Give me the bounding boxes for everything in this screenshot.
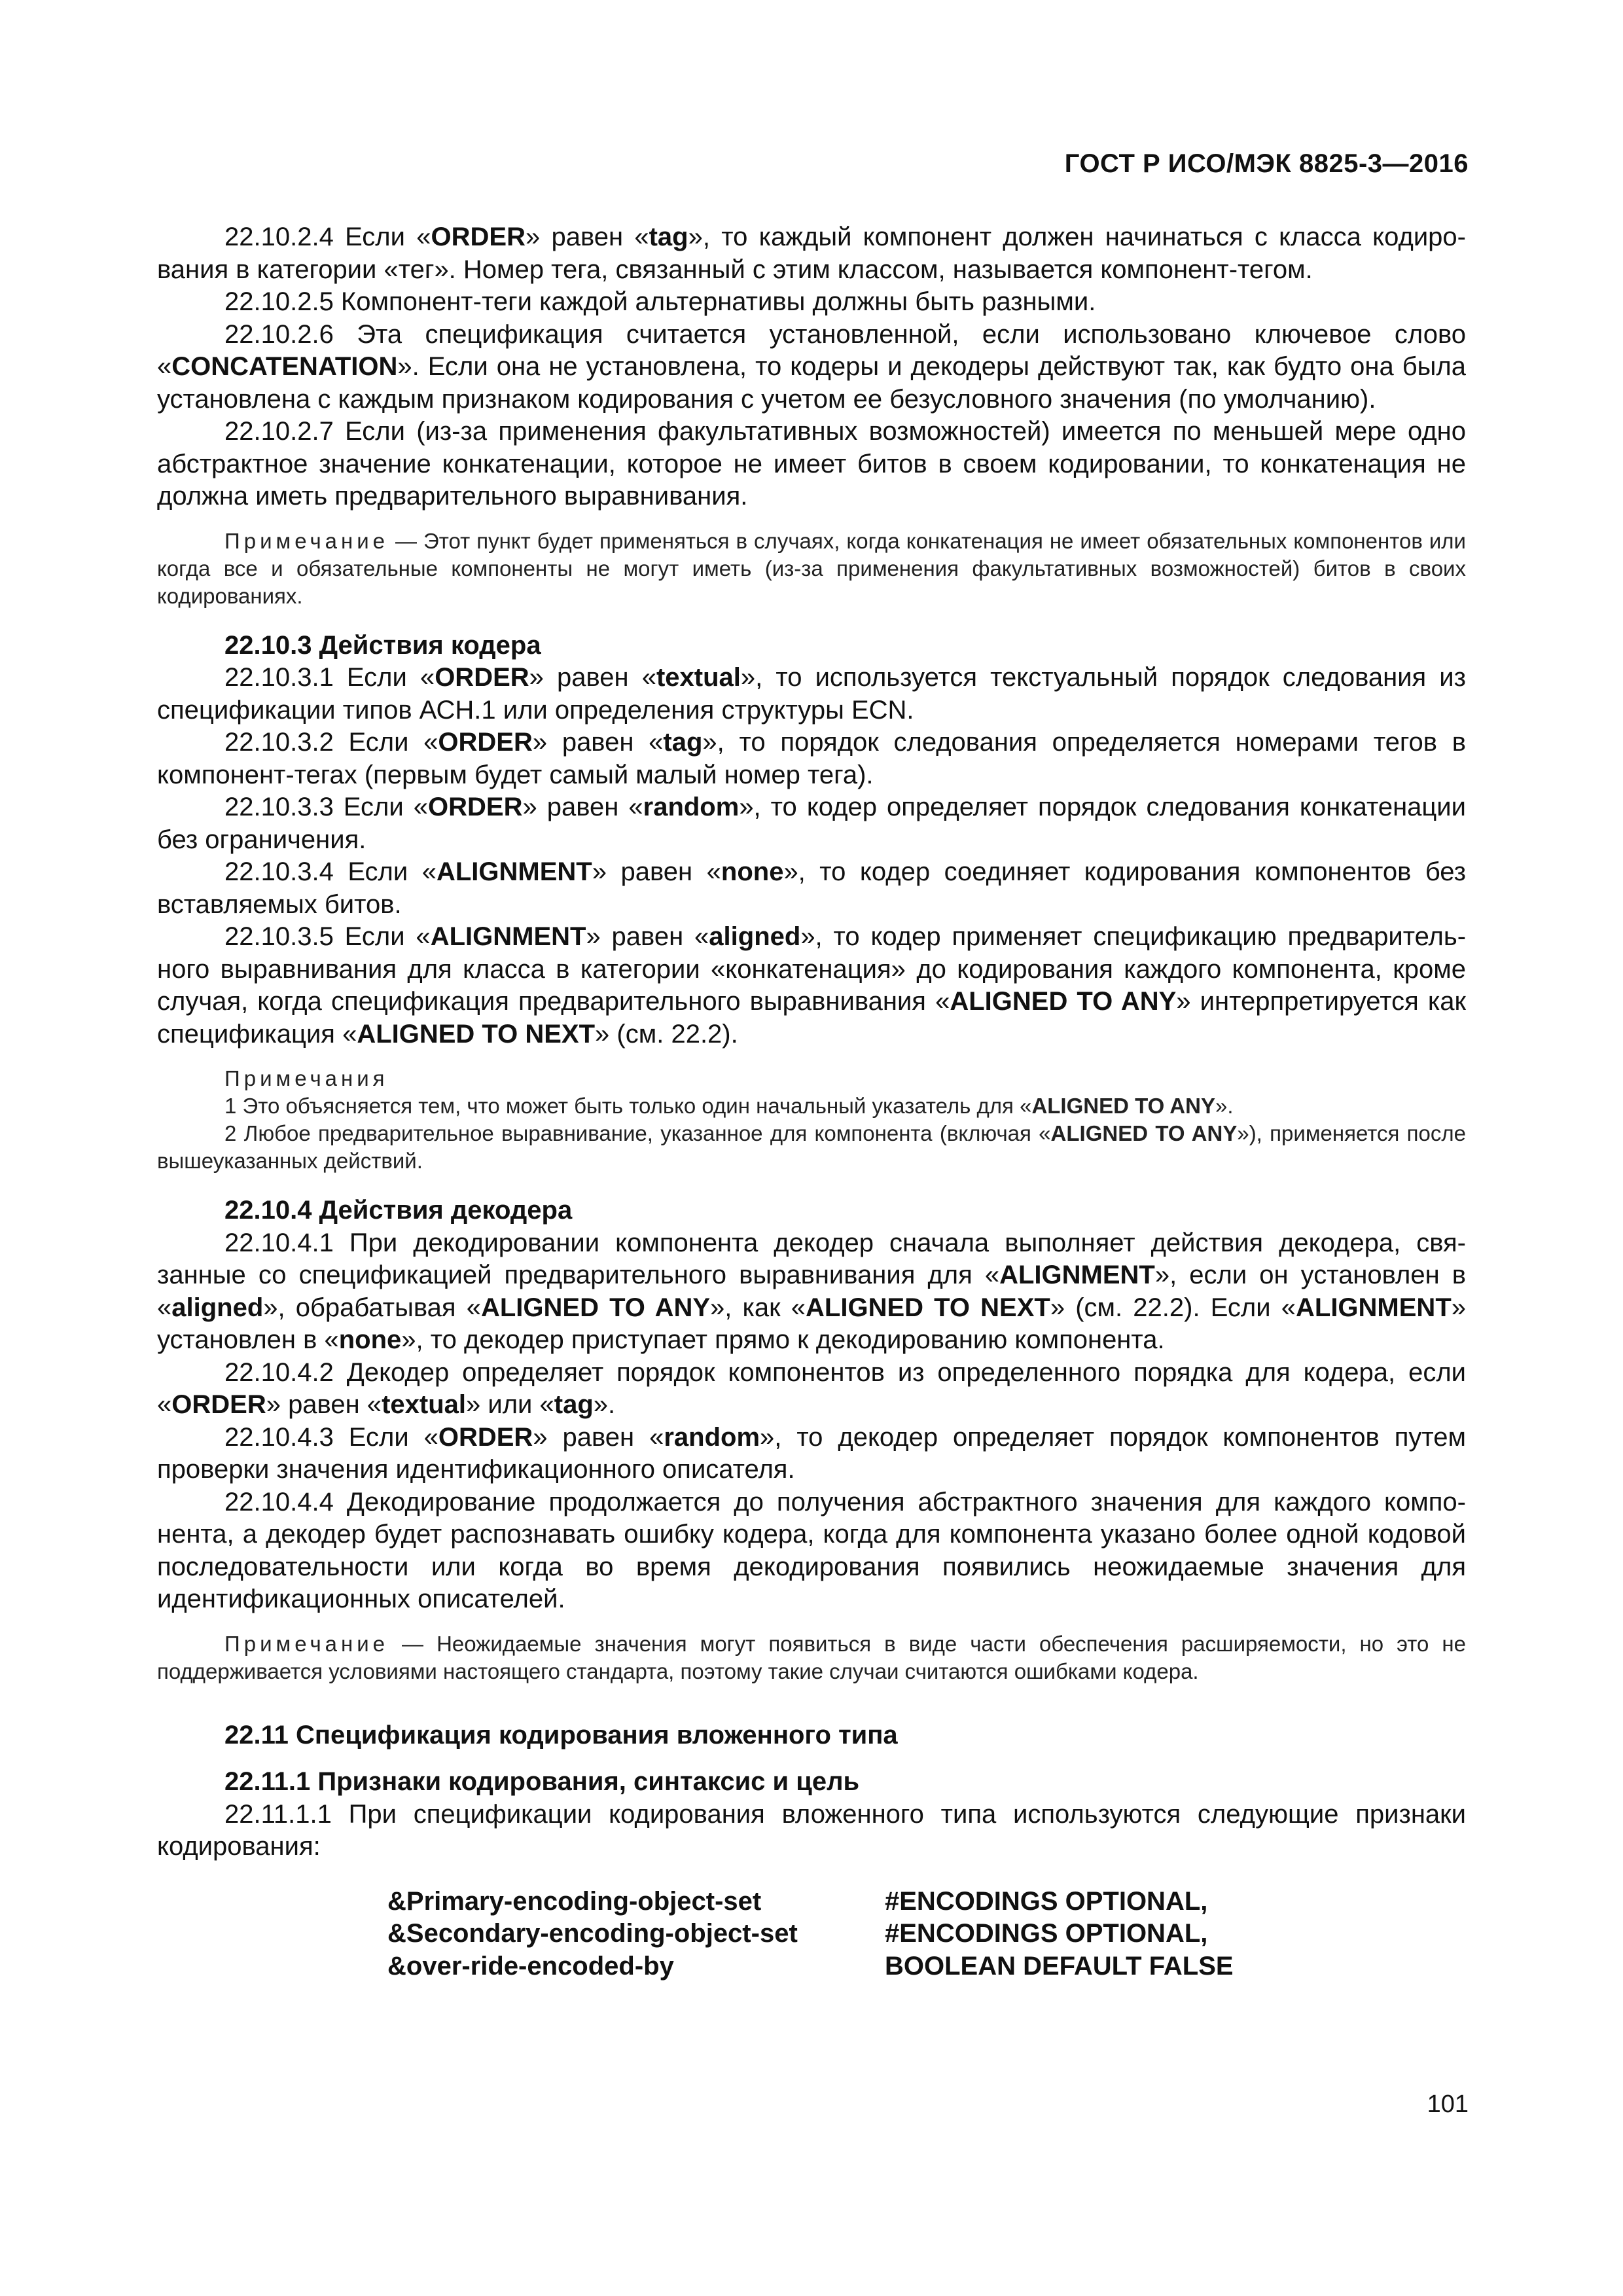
- text-run: » (см. 22.2).: [595, 1019, 738, 1049]
- paragraph: [157, 662, 1466, 726]
- note-label: Примечания: [224, 1066, 389, 1090]
- paragraph: [157, 1486, 1466, 1616]
- document-body: [157, 221, 1466, 1982]
- note-paragraph: [157, 1092, 1466, 1120]
- text-run: », то кодер применяет спецификацию предварительного выравнивания для класса в категории «конкатенация» до кодирования каждого компонента, кроме случая, когда спецификация предварительного выравнивания «: [157, 922, 1467, 1016]
- encoding-properties-listing: [387, 1886, 1466, 1983]
- text-run: 22.10.3.4 Если «: [224, 857, 437, 886]
- paragraph: [157, 286, 1466, 319]
- spacer: [157, 1175, 1466, 1194]
- keyword: random: [643, 793, 740, 821]
- keyword: tag: [649, 223, 688, 251]
- spacer: [157, 1751, 1466, 1766]
- paragraph: [157, 791, 1466, 856]
- text-run: »), применяется после вышеуказанных действий.: [157, 1121, 1466, 1173]
- text-run: 1 Это объясняется тем, что может быть только один начальный указатель для «: [224, 1094, 1032, 1118]
- keyword: CONCATENATION: [171, 352, 398, 381]
- text-run: 22.10.3 Действия кодера: [224, 630, 541, 660]
- text-run: ». Если она не установлена, то кодеры и декодеры действуют так, как будто она была установлена с каждым признаком кодирования с учетом ее безусловного значения (по умолчанию).: [157, 352, 1466, 414]
- keyword: ALIGNED TO NEXT: [357, 1019, 596, 1049]
- paragraph: [157, 319, 1466, 416]
- keyword: ORDER: [435, 663, 529, 692]
- text-run: 22.11.1.1 При спецификации кодирования вложенного типа используются следующие признаки кодирования:: [157, 1799, 1466, 1861]
- text-run: », то используется текстуальный порядок следования из спецификации типов АСН.1 или определения структуры ECN.: [157, 663, 1466, 725]
- keyword: ALIGNMENT: [430, 922, 586, 951]
- keyword: ORDER: [431, 223, 526, 251]
- note-paragraph: [157, 1120, 1466, 1175]
- keyword: ORDER: [438, 1422, 533, 1452]
- text-run: 22.10.4.4 Декодирование продолжается до получения абстрактного значения для каждого компонента, а декодер будет распознавать ошибку кодера, когда для компонента указано более одной кодовой последовательности или когда во время декодирования появились неожидаемые значения для идентификационных описателей.: [157, 1487, 1466, 1613]
- keyword: tag: [663, 728, 703, 757]
- property-type: #ENCODINGS OPTIONAL,: [885, 1919, 1208, 1948]
- paragraph: [157, 416, 1466, 513]
- paragraph: [157, 1357, 1466, 1422]
- text-run: 22.10.4.1 При декодировании компонента декодер сначала выполняет действия декодера, связанные со спецификацией предварительного выравнивания для «: [157, 1228, 1466, 1289]
- keyword: ALIGNMENT: [436, 857, 592, 886]
- text-run: » равен «: [529, 663, 656, 692]
- paragraph: [157, 726, 1466, 791]
- text-run: — Неожидаемые значения могут появиться в виде части обеспечения расширяемости, но это не поддерживается условиями настоящего стандарта, поэтому такие случаи считаются ошибками кодера.: [157, 1631, 1466, 1683]
- text-run: » равен «: [533, 1422, 664, 1452]
- text-blocks: [157, 221, 1466, 1863]
- note-paragraph: [157, 1065, 1466, 1092]
- section-heading: [157, 1719, 1466, 1752]
- text-run: — Этот пункт будет применяться в случаях, когда конкатенация не имеет обязательных компонентов или когда все и обязательные компоненты не могут иметь (из-за применения факультативных возможностей) битов в своих кодированиях.: [157, 528, 1466, 608]
- text-run: » равен «: [586, 922, 709, 951]
- keyword: random: [664, 1422, 760, 1452]
- paragraph: [157, 856, 1466, 921]
- keyword: ORDER: [428, 793, 523, 821]
- keyword: ALIGNED TO NEXT: [806, 1293, 1050, 1322]
- text-run: », обрабатывая «: [263, 1293, 481, 1322]
- keyword: ALIGNED TO ANY: [1050, 1121, 1238, 1145]
- keyword: ALIGNMENT: [1296, 1293, 1452, 1322]
- text-run: » или «: [466, 1390, 554, 1419]
- property-name: &Primary-encoding-object-set: [387, 1886, 762, 1916]
- text-run: » равен «: [266, 1390, 382, 1419]
- spacer: [157, 1685, 1466, 1719]
- paragraph: [157, 221, 1466, 286]
- text-run: 22.10.3.3 Если «: [224, 793, 429, 821]
- section-heading: [157, 1194, 1466, 1227]
- note-paragraph: [157, 1630, 1466, 1685]
- text-run: 22.10.2.5 Компонент-теги каждой альтернативы должны быть разными.: [224, 287, 1096, 316]
- keyword: ORDER: [438, 728, 533, 757]
- section-heading: [157, 630, 1466, 662]
- keyword: ALIGNED TO ANY: [950, 987, 1177, 1016]
- property-name: &over-ride-encoded-by: [387, 1951, 674, 1981]
- spacer: [157, 1616, 1466, 1630]
- keyword: ORDER: [171, 1390, 266, 1419]
- text-run: » равен «: [522, 793, 643, 821]
- keyword: ALIGNMENT: [999, 1261, 1155, 1289]
- text-run: 22.11 Спецификация кодирования вложенного типа: [224, 1720, 898, 1749]
- text-run: » установлен в «: [157, 1293, 1467, 1354]
- property-type: #ENCODINGS OPTIONAL,: [885, 1886, 1208, 1916]
- keyword: textual: [382, 1390, 466, 1419]
- note-label: Примечание: [224, 528, 389, 553]
- paragraph: [157, 1422, 1466, 1486]
- text-run: » равен «: [592, 857, 721, 886]
- text-run: » равен «: [525, 223, 649, 251]
- text-run: 22.10.3.1 Если «: [224, 663, 435, 692]
- text-run: » равен «: [532, 728, 664, 757]
- text-run: 22.10.2.7 Если (из-за применения факультативных возможностей) имеется по меньшей мере одно абстрактное значение конкатенации, которое не имеет битов в своем кодировании, то конкатенация не должна иметь предварительного выравнивания.: [157, 417, 1466, 511]
- text-run: 22.10.3.5 Если «: [224, 922, 431, 951]
- page-number: 101: [1427, 2090, 1469, 2118]
- property-type: BOOLEAN DEFAULT FALSE: [885, 1951, 1234, 1981]
- text-run: 2 Любое предварительное выравнивание, указанное для компонента (включая «: [224, 1121, 1051, 1145]
- text-run: » (см. 22.2). Если «: [1050, 1293, 1296, 1322]
- keyword: none: [338, 1325, 402, 1354]
- text-run: 22.10.2.6 Эта спецификация считается установленной, если использовано ключевое слово «: [157, 319, 1466, 381]
- text-run: », то декодер приступает прямо к декодированию компонента.: [401, 1325, 1165, 1354]
- spacer: [157, 513, 1466, 528]
- paragraph: [157, 1799, 1466, 1863]
- text-run: 22.11.1 Признаки кодирования, синтаксис и цель: [224, 1767, 860, 1796]
- text-run: », если он установлен в «: [157, 1261, 1466, 1322]
- note-paragraph: [157, 528, 1466, 610]
- text-run: » интерпретируется как спецификация «: [157, 987, 1466, 1049]
- keyword: aligned: [171, 1293, 264, 1322]
- keyword: ALIGNED TO ANY: [1031, 1094, 1215, 1118]
- text-run: », то декодер определяет порядок компонентов путем проверки значения идентификационного описателя.: [157, 1422, 1467, 1484]
- text-run: 22.10.4 Действия декодера: [224, 1196, 573, 1225]
- note-label: Примечание: [224, 1631, 389, 1656]
- keyword: ALIGNED TO ANY: [480, 1293, 711, 1322]
- text-run: », то порядок следования определяется номерами тегов в компонент-тегах (первым будет самый малый номер тега).: [157, 728, 1466, 789]
- paragraph: [157, 921, 1466, 1050]
- document-header: ГОСТ Р ИСО/МЭК 8825-3—2016: [1064, 149, 1469, 178]
- text-run: 22.10.4.3 Если «: [224, 1422, 438, 1452]
- text-run: », то каждый компонент должен начинаться с класса кодирования в категории «тег». Номер тега, связанный с этим классом, называется компонент-тегом.: [157, 223, 1466, 284]
- text-run: », как «: [710, 1293, 806, 1322]
- text-run: », то кодер определяет порядок следования конкатенации без ограничения.: [157, 793, 1466, 854]
- text-run: », то кодер соединяет кодирования компонентов без вставляемых битов.: [157, 857, 1467, 919]
- section-heading: [157, 1766, 1466, 1799]
- keyword: tag: [554, 1390, 594, 1419]
- text-run: 22.10.4.2 Декодер определяет порядок компонентов из определенного порядка для кодера, если «: [157, 1357, 1466, 1419]
- text-run: 22.10.2.4 Если «: [224, 223, 431, 251]
- paragraph: [157, 1227, 1466, 1357]
- text-run: ».: [593, 1390, 616, 1419]
- text-run: ».: [1215, 1094, 1234, 1118]
- keyword: aligned: [709, 922, 801, 951]
- keyword: none: [721, 857, 784, 886]
- keyword: textual: [656, 663, 741, 692]
- text-run: 22.10.3.2 Если «: [224, 728, 438, 757]
- property-name: &Secondary-encoding-object-set: [387, 1919, 798, 1948]
- spacer: [157, 610, 1466, 630]
- spacer: [157, 1050, 1466, 1065]
